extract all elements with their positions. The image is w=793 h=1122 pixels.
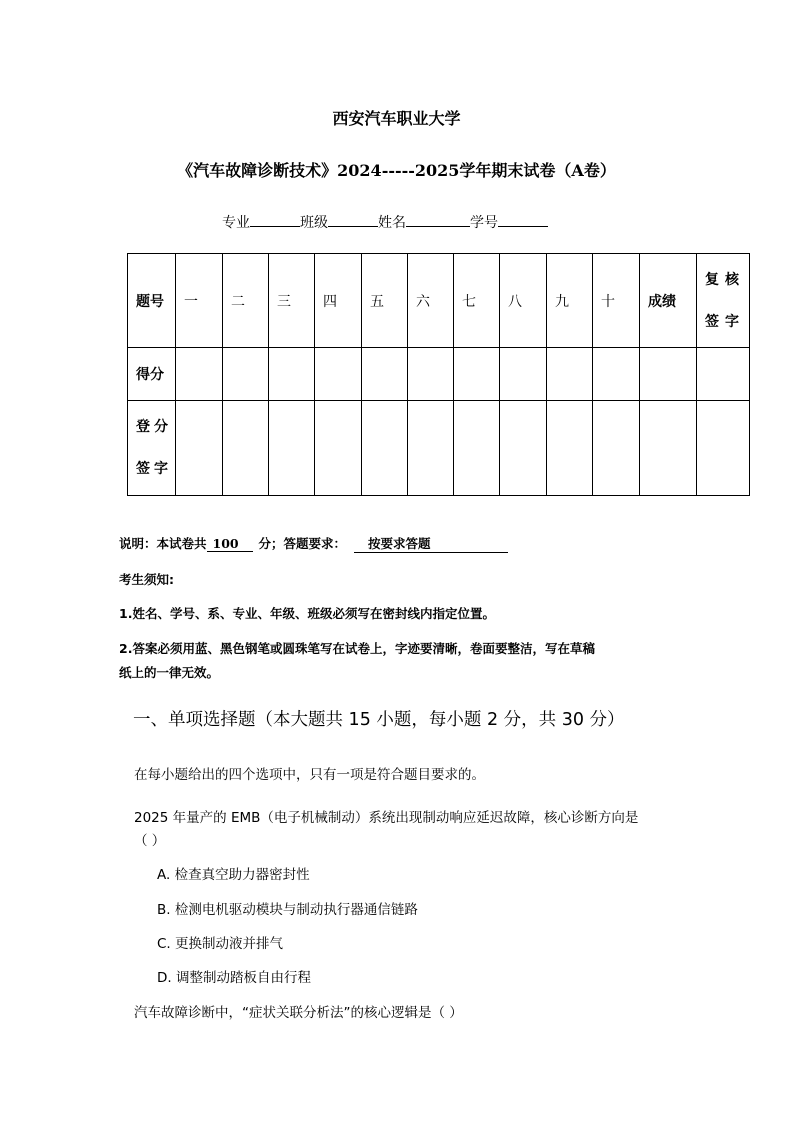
student-id-blank[interactable] [498,212,548,227]
column-header: 六 [408,254,454,348]
answer-requirement: 按要求答题 [354,534,508,553]
column-header: 九 [547,254,593,348]
signature-cell[interactable] [315,401,362,496]
column-header: 十 [593,254,640,348]
column-header: 四 [315,254,362,348]
score-cell[interactable] [547,348,593,401]
column-header: 七 [454,254,500,348]
exam-title: 《汽车故障诊断技术》2024-----2025学年期末试卷（A卷） [177,161,616,180]
column-header: 成绩 [640,254,697,348]
option-d[interactable]: D. 调整制动踏板自由行程 [157,970,311,986]
exam-description [119,534,508,553]
table-row [128,254,750,348]
option-a[interactable]: A. 检查真空助力器密封性 [157,867,310,883]
option-b[interactable]: B. 检测电机驱动模块与制动执行器通信链路 [157,902,418,918]
score-cell[interactable] [176,348,223,401]
score-cell[interactable] [454,348,500,401]
total-suffix: 分；答题要求： [258,536,347,551]
major-label: 专业 [222,215,250,231]
signature-cell[interactable] [500,401,547,496]
signature-cell[interactable] [454,401,500,496]
section-title: 一、单项选择题（本大题共 15 小题，每小题 2 分，共 30 分） [133,710,625,730]
signature-cell[interactable] [223,401,269,496]
question-2-stem: 汽车故障诊断中，“症状关联分析法”的核心逻辑是（ ） [134,1005,463,1021]
score-cell[interactable] [315,348,362,401]
row-header: 得分 [128,348,176,401]
name-blank[interactable] [406,212,470,227]
table-row [128,348,750,401]
student-id-label: 学号 [470,215,498,231]
name-label: 姓名 [378,215,406,231]
total-prefix: 说明：本试卷共 [119,536,207,551]
notice-rule-2-line-1: 2.答案必须用蓝、黑色钢笔或圆珠笔写在试卷上，字迹要清晰，卷面要整洁，写在草稿 [119,641,595,656]
class-label: 班级 [300,215,328,231]
column-header: 一 [176,254,223,348]
row-header: 登分签字 [128,401,176,496]
signature-cell[interactable] [362,401,408,496]
score-cell[interactable] [362,348,408,401]
question-1-answer-paren: （ ） [134,833,166,849]
signature-cell[interactable] [640,401,697,496]
score-cell[interactable] [593,348,640,401]
table-row [128,401,750,496]
signature-cell[interactable] [269,401,315,496]
score-cell[interactable] [640,348,697,401]
student-info-fields [222,212,548,232]
score-cell[interactable] [408,348,454,401]
score-cell[interactable] [500,348,547,401]
class-blank[interactable] [328,212,378,227]
option-c[interactable]: C. 更换制动液并排气 [157,936,284,952]
score-cell[interactable] [697,348,750,401]
signature-cell[interactable] [593,401,640,496]
major-blank[interactable] [250,212,300,227]
signature-cell[interactable] [697,401,750,496]
row-header: 题号 [128,254,176,348]
signature-cell[interactable] [176,401,223,496]
column-header: 五 [362,254,408,348]
notice-rule-1: 1.姓名、学号、系、专业、年级、班级必须写在密封线内指定位置。 [119,606,495,621]
score-table [127,253,750,496]
notice-rule-2-line-2: 纸上的一律无效。 [119,665,220,680]
column-header: 二 [223,254,269,348]
university-title: 西安汽车职业大学 [332,109,461,128]
signature-cell[interactable] [547,401,593,496]
column-header: 八 [500,254,547,348]
score-cell[interactable] [223,348,269,401]
notice-title: 考生须知: [119,572,174,587]
total-score: 100 [207,536,253,552]
score-cell[interactable] [269,348,315,401]
question-1-stem: 2025 年量产的 EMB（电子机械制动）系统出现制动响应延迟故障，核心诊断方向是 [134,810,639,826]
column-header: 三 [269,254,315,348]
column-header: 复核签字 [697,254,750,348]
signature-cell[interactable] [408,401,454,496]
section-intro: 在每小题给出的四个选项中，只有一项是符合题目要求的。 [134,767,485,783]
